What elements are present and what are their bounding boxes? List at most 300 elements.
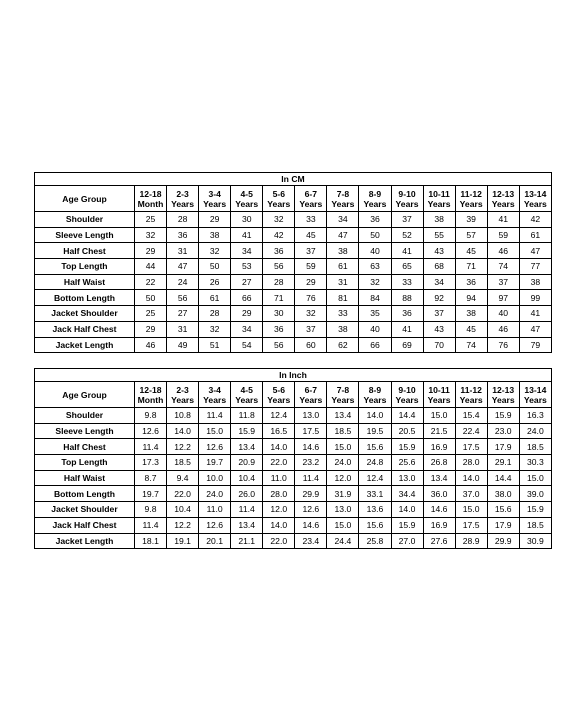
measurement-value: 36 bbox=[359, 212, 391, 228]
age-column-header bbox=[167, 382, 199, 408]
measurement-value: 39.0 bbox=[519, 486, 551, 502]
age-range: 3-4 bbox=[208, 384, 221, 395]
measurement-value: 18.5 bbox=[519, 517, 551, 533]
measurement-value: 10.4 bbox=[231, 470, 263, 486]
measurement-value: 16.3 bbox=[519, 408, 551, 424]
measurement-value: 28 bbox=[167, 212, 199, 228]
measurement-value: 47 bbox=[327, 227, 359, 243]
measurement-label: Half Waist bbox=[35, 470, 135, 486]
measurement-value: 36.0 bbox=[423, 486, 455, 502]
measurement-value: 27 bbox=[231, 274, 263, 290]
measurement-value: 14.0 bbox=[455, 470, 487, 486]
measurement-value: 23.0 bbox=[487, 423, 519, 439]
measurement-value: 15.9 bbox=[391, 439, 423, 455]
measurement-value: 24.4 bbox=[327, 533, 359, 549]
measurement-label: Jacket Shoulder bbox=[35, 502, 135, 518]
measurement-value: 14.0 bbox=[391, 502, 423, 518]
measurement-value: 56 bbox=[263, 337, 295, 353]
table-row bbox=[35, 517, 552, 533]
age-range: 11-12 bbox=[460, 188, 482, 199]
measurement-value: 32 bbox=[199, 321, 231, 337]
age-unit: Years bbox=[203, 198, 227, 209]
age-unit: Years bbox=[331, 198, 355, 209]
measurement-value: 36 bbox=[391, 306, 423, 322]
age-unit: Years bbox=[459, 198, 483, 209]
age-column-header bbox=[199, 186, 231, 212]
measurement-value: 61 bbox=[519, 227, 551, 243]
age-range: 12-13 bbox=[492, 188, 515, 199]
age-unit: Month bbox=[137, 394, 164, 405]
age-unit: Years bbox=[363, 198, 387, 209]
measurement-label: Half Chest bbox=[35, 243, 135, 259]
measurement-value: 38.0 bbox=[487, 486, 519, 502]
age-group-header: Age Group bbox=[35, 382, 135, 408]
size-table-cm bbox=[34, 172, 552, 353]
age-unit: Years bbox=[267, 394, 291, 405]
measurement-value: 38 bbox=[455, 306, 487, 322]
measurement-value: 15.9 bbox=[231, 423, 263, 439]
size-table-inch bbox=[34, 368, 552, 549]
measurement-value: 29 bbox=[135, 321, 167, 337]
size-chart-cm bbox=[34, 172, 552, 353]
measurement-value: 25 bbox=[135, 306, 167, 322]
measurement-value: 13.4 bbox=[231, 517, 263, 533]
measurement-value: 11.0 bbox=[199, 502, 231, 518]
measurement-value: 20.9 bbox=[231, 455, 263, 471]
measurement-value: 70 bbox=[423, 337, 455, 353]
measurement-value: 74 bbox=[455, 337, 487, 353]
age-range: 8-9 bbox=[368, 384, 382, 395]
age-column-header bbox=[519, 382, 551, 408]
measurement-value: 30.3 bbox=[519, 455, 551, 471]
measurement-value: 17.9 bbox=[487, 439, 519, 455]
age-range: 11-12 bbox=[460, 384, 482, 395]
age-column-header bbox=[231, 186, 263, 212]
measurement-value: 30 bbox=[231, 212, 263, 228]
measurement-value: 79 bbox=[519, 337, 551, 353]
table-title-row bbox=[35, 369, 552, 382]
measurement-value: 45 bbox=[455, 321, 487, 337]
age-column-header bbox=[391, 186, 423, 212]
measurement-value: 35 bbox=[359, 306, 391, 322]
measurement-value: 11.8 bbox=[231, 408, 263, 424]
measurement-value: 12.6 bbox=[135, 423, 167, 439]
measurement-value: 15.0 bbox=[519, 470, 551, 486]
measurement-value: 12.4 bbox=[359, 470, 391, 486]
measurement-value: 71 bbox=[263, 290, 295, 306]
measurement-value: 26.0 bbox=[231, 486, 263, 502]
measurement-value: 94 bbox=[455, 290, 487, 306]
measurement-value: 14.0 bbox=[263, 439, 295, 455]
table-header-row bbox=[35, 382, 552, 408]
measurement-value: 52 bbox=[391, 227, 423, 243]
measurement-value: 97 bbox=[487, 290, 519, 306]
measurement-value: 10.8 bbox=[167, 408, 199, 424]
age-range: 3-4 bbox=[208, 188, 221, 199]
measurement-value: 32 bbox=[199, 243, 231, 259]
age-range: 5-6 bbox=[272, 188, 285, 199]
table-row bbox=[35, 337, 552, 353]
age-column-header bbox=[263, 382, 295, 408]
measurement-value: 17.5 bbox=[455, 439, 487, 455]
age-unit: Years bbox=[363, 394, 387, 405]
age-column-header bbox=[519, 186, 551, 212]
measurement-value: 13.0 bbox=[327, 502, 359, 518]
measurement-value: 37 bbox=[295, 243, 327, 259]
measurement-value: 42 bbox=[519, 212, 551, 228]
measurement-value: 15.0 bbox=[423, 408, 455, 424]
measurement-label: Shoulder bbox=[35, 212, 135, 228]
measurement-value: 41 bbox=[231, 227, 263, 243]
measurement-value: 41 bbox=[519, 306, 551, 322]
measurement-value: 32 bbox=[135, 227, 167, 243]
measurement-label: Bottom Length bbox=[35, 290, 135, 306]
measurement-label: Jack Half Chest bbox=[35, 517, 135, 533]
measurement-value: 76 bbox=[487, 337, 519, 353]
measurement-value: 40 bbox=[487, 306, 519, 322]
measurement-value: 12.6 bbox=[199, 517, 231, 533]
table-row bbox=[35, 533, 552, 549]
measurement-value: 92 bbox=[423, 290, 455, 306]
measurement-value: 24.0 bbox=[327, 455, 359, 471]
age-range: 12-18 bbox=[139, 188, 162, 199]
measurement-value: 11.4 bbox=[199, 408, 231, 424]
measurement-value: 99 bbox=[519, 290, 551, 306]
measurement-value: 16.9 bbox=[423, 439, 455, 455]
measurement-value: 37 bbox=[295, 321, 327, 337]
age-column-header bbox=[423, 382, 455, 408]
measurement-value: 34 bbox=[231, 321, 263, 337]
measurement-value: 51 bbox=[199, 337, 231, 353]
measurement-value: 17.9 bbox=[487, 517, 519, 533]
measurement-value: 37 bbox=[391, 212, 423, 228]
measurement-value: 17.5 bbox=[295, 423, 327, 439]
measurement-label: Top Length bbox=[35, 259, 135, 275]
measurement-value: 24.8 bbox=[359, 455, 391, 471]
measurement-value: 68 bbox=[423, 259, 455, 275]
measurement-value: 14.4 bbox=[391, 408, 423, 424]
measurement-label: Jack Half Chest bbox=[35, 321, 135, 337]
age-unit: Years bbox=[459, 394, 483, 405]
measurement-value: 27.0 bbox=[391, 533, 423, 549]
measurement-value: 76 bbox=[295, 290, 327, 306]
measurement-value: 23.4 bbox=[295, 533, 327, 549]
measurement-value: 19.7 bbox=[199, 455, 231, 471]
measurement-value: 14.6 bbox=[295, 517, 327, 533]
measurement-value: 15.9 bbox=[487, 408, 519, 424]
age-range: 6-7 bbox=[304, 384, 318, 395]
measurement-value: 14.4 bbox=[487, 470, 519, 486]
measurement-label: Half Chest bbox=[35, 439, 135, 455]
measurement-value: 28 bbox=[199, 306, 231, 322]
age-range: 9-10 bbox=[398, 384, 416, 395]
age-column-header bbox=[359, 382, 391, 408]
measurement-value: 21.1 bbox=[231, 533, 263, 549]
measurement-value: 19.1 bbox=[167, 533, 199, 549]
measurement-value: 32 bbox=[295, 306, 327, 322]
table-row bbox=[35, 227, 552, 243]
age-unit: Years bbox=[427, 198, 451, 209]
measurement-value: 24.0 bbox=[199, 486, 231, 502]
measurement-value: 28.0 bbox=[455, 455, 487, 471]
age-unit: Years bbox=[395, 198, 419, 209]
age-range: 13-14 bbox=[524, 384, 547, 395]
age-column-header bbox=[455, 186, 487, 212]
measurement-value: 25 bbox=[135, 212, 167, 228]
measurement-value: 44 bbox=[135, 259, 167, 275]
age-column-header bbox=[359, 186, 391, 212]
measurement-value: 37.0 bbox=[455, 486, 487, 502]
measurement-value: 28.9 bbox=[455, 533, 487, 549]
age-range: 2-3 bbox=[176, 384, 189, 395]
age-column-header bbox=[135, 382, 167, 408]
age-range: 5-6 bbox=[272, 384, 285, 395]
measurement-value: 47 bbox=[167, 259, 199, 275]
measurement-value: 19.7 bbox=[135, 486, 167, 502]
measurement-label: Top Length bbox=[35, 455, 135, 471]
measurement-value: 29 bbox=[135, 243, 167, 259]
measurement-value: 15.4 bbox=[455, 408, 487, 424]
table-row bbox=[35, 502, 552, 518]
measurement-value: 37 bbox=[423, 306, 455, 322]
age-column-header bbox=[135, 186, 167, 212]
age-range: 10-11 bbox=[428, 188, 450, 199]
measurement-value: 9.4 bbox=[167, 470, 199, 486]
measurement-value: 8.7 bbox=[135, 470, 167, 486]
measurement-value: 13.0 bbox=[295, 408, 327, 424]
measurement-value: 50 bbox=[359, 227, 391, 243]
measurement-value: 31 bbox=[327, 274, 359, 290]
age-range: 7-8 bbox=[336, 384, 350, 395]
measurement-value: 61 bbox=[199, 290, 231, 306]
measurement-value: 26 bbox=[199, 274, 231, 290]
age-unit: Years bbox=[331, 394, 355, 405]
measurement-value: 14.0 bbox=[167, 423, 199, 439]
measurement-value: 77 bbox=[519, 259, 551, 275]
age-column-header bbox=[231, 382, 263, 408]
measurement-value: 54 bbox=[231, 337, 263, 353]
measurement-value: 46 bbox=[487, 243, 519, 259]
measurement-label: Jacket Length bbox=[35, 533, 135, 549]
measurement-value: 14.0 bbox=[263, 517, 295, 533]
measurement-value: 47 bbox=[519, 321, 551, 337]
table-row bbox=[35, 212, 552, 228]
age-column-header bbox=[455, 382, 487, 408]
measurement-label: Bottom Length bbox=[35, 486, 135, 502]
measurement-value: 22 bbox=[135, 274, 167, 290]
age-column-header bbox=[423, 186, 455, 212]
measurement-value: 13.6 bbox=[359, 502, 391, 518]
measurement-value: 21.5 bbox=[423, 423, 455, 439]
table-row bbox=[35, 470, 552, 486]
measurement-value: 29.9 bbox=[487, 533, 519, 549]
measurement-value: 15.0 bbox=[327, 517, 359, 533]
measurement-value: 12.0 bbox=[263, 502, 295, 518]
measurement-value: 10.0 bbox=[199, 470, 231, 486]
measurement-value: 15.9 bbox=[391, 517, 423, 533]
table-row bbox=[35, 439, 552, 455]
measurement-value: 34 bbox=[327, 212, 359, 228]
measurement-value: 17.5 bbox=[455, 517, 487, 533]
measurement-value: 12.4 bbox=[263, 408, 295, 424]
measurement-value: 26.8 bbox=[423, 455, 455, 471]
measurement-value: 56 bbox=[263, 259, 295, 275]
table-header-row bbox=[35, 186, 552, 212]
measurement-value: 22.0 bbox=[263, 533, 295, 549]
age-range: 12-18 bbox=[139, 384, 162, 395]
measurement-value: 38 bbox=[199, 227, 231, 243]
measurement-label: Sleeve Length bbox=[35, 423, 135, 439]
age-range: 4-5 bbox=[240, 384, 253, 395]
measurement-label: Jacket Length bbox=[35, 337, 135, 353]
measurement-value: 24.0 bbox=[519, 423, 551, 439]
age-unit: Month bbox=[137, 198, 164, 209]
measurement-value: 33 bbox=[327, 306, 359, 322]
measurement-value: 15.6 bbox=[359, 517, 391, 533]
measurement-value: 12.2 bbox=[167, 517, 199, 533]
measurement-value: 42 bbox=[263, 227, 295, 243]
measurement-value: 17.3 bbox=[135, 455, 167, 471]
age-column-header bbox=[327, 382, 359, 408]
measurement-value: 18.1 bbox=[135, 533, 167, 549]
measurement-value: 20.5 bbox=[391, 423, 423, 439]
measurement-value: 15.0 bbox=[199, 423, 231, 439]
age-unit: Years bbox=[427, 394, 451, 405]
measurement-value: 81 bbox=[327, 290, 359, 306]
table-title-row bbox=[35, 173, 552, 186]
measurement-value: 33 bbox=[295, 212, 327, 228]
measurement-value: 11.0 bbox=[263, 470, 295, 486]
age-column-header bbox=[199, 382, 231, 408]
table-row bbox=[35, 259, 552, 275]
measurement-value: 41 bbox=[391, 321, 423, 337]
age-range: 4-5 bbox=[240, 188, 253, 199]
measurement-value: 15.0 bbox=[327, 439, 359, 455]
measurement-value: 25.8 bbox=[359, 533, 391, 549]
measurement-value: 33 bbox=[391, 274, 423, 290]
measurement-value: 15.6 bbox=[359, 439, 391, 455]
measurement-value: 43 bbox=[423, 243, 455, 259]
measurement-value: 56 bbox=[167, 290, 199, 306]
measurement-value: 38 bbox=[423, 212, 455, 228]
measurement-value: 31 bbox=[167, 321, 199, 337]
measurement-value: 43 bbox=[423, 321, 455, 337]
age-range: 6-7 bbox=[304, 188, 318, 199]
measurement-value: 66 bbox=[359, 337, 391, 353]
size-chart-inch bbox=[34, 368, 552, 549]
measurement-value: 20.1 bbox=[199, 533, 231, 549]
measurement-value: 11.4 bbox=[295, 470, 327, 486]
measurement-value: 11.4 bbox=[135, 439, 167, 455]
measurement-value: 36 bbox=[263, 321, 295, 337]
measurement-value: 36 bbox=[455, 274, 487, 290]
measurement-value: 19.5 bbox=[359, 423, 391, 439]
table-row bbox=[35, 274, 552, 290]
table-row bbox=[35, 321, 552, 337]
measurement-label: Shoulder bbox=[35, 408, 135, 424]
measurement-value: 40 bbox=[359, 321, 391, 337]
table-row bbox=[35, 290, 552, 306]
measurement-value: 29 bbox=[295, 274, 327, 290]
age-unit: Years bbox=[267, 198, 291, 209]
measurement-value: 29.9 bbox=[295, 486, 327, 502]
measurement-value: 33.1 bbox=[359, 486, 391, 502]
age-range: 2-3 bbox=[176, 188, 189, 199]
measurement-value: 55 bbox=[423, 227, 455, 243]
measurement-value: 38 bbox=[327, 321, 359, 337]
measurement-value: 25.6 bbox=[391, 455, 423, 471]
measurement-value: 31.9 bbox=[327, 486, 359, 502]
measurement-value: 16.9 bbox=[423, 517, 455, 533]
age-range: 12-13 bbox=[492, 384, 515, 395]
age-unit: Years bbox=[299, 198, 323, 209]
age-column-header bbox=[487, 186, 519, 212]
age-range: 8-9 bbox=[368, 188, 382, 199]
measurement-value: 24 bbox=[167, 274, 199, 290]
measurement-value: 27 bbox=[167, 306, 199, 322]
measurement-value: 14.6 bbox=[423, 502, 455, 518]
measurement-value: 47 bbox=[519, 243, 551, 259]
table-body bbox=[35, 408, 552, 549]
measurement-value: 18.5 bbox=[327, 423, 359, 439]
measurement-value: 13.4 bbox=[327, 408, 359, 424]
age-unit: Years bbox=[523, 394, 547, 405]
measurement-value: 18.5 bbox=[167, 455, 199, 471]
measurement-value: 22.4 bbox=[455, 423, 487, 439]
measurement-value: 29 bbox=[199, 212, 231, 228]
measurement-value: 22.0 bbox=[263, 455, 295, 471]
measurement-value: 31 bbox=[167, 243, 199, 259]
age-unit: Years bbox=[523, 198, 547, 209]
measurement-value: 49 bbox=[167, 337, 199, 353]
measurement-value: 27.6 bbox=[423, 533, 455, 549]
table-row bbox=[35, 408, 552, 424]
table-title: In CM bbox=[35, 173, 552, 186]
measurement-value: 36 bbox=[167, 227, 199, 243]
measurement-value: 50 bbox=[199, 259, 231, 275]
measurement-value: 88 bbox=[391, 290, 423, 306]
measurement-value: 65 bbox=[391, 259, 423, 275]
measurement-value: 46 bbox=[135, 337, 167, 353]
measurement-value: 39 bbox=[455, 212, 487, 228]
measurement-value: 71 bbox=[455, 259, 487, 275]
measurement-value: 12.0 bbox=[327, 470, 359, 486]
age-unit: Years bbox=[235, 394, 259, 405]
measurement-value: 38 bbox=[327, 243, 359, 259]
measurement-value: 13.4 bbox=[423, 470, 455, 486]
age-range: 9-10 bbox=[398, 188, 416, 199]
measurement-value: 59 bbox=[295, 259, 327, 275]
table-row bbox=[35, 486, 552, 502]
measurement-value: 34 bbox=[231, 243, 263, 259]
measurement-value: 22.0 bbox=[167, 486, 199, 502]
measurement-value: 30 bbox=[263, 306, 295, 322]
measurement-value: 29.1 bbox=[487, 455, 519, 471]
table-body bbox=[35, 212, 552, 353]
measurement-value: 12.2 bbox=[167, 439, 199, 455]
age-unit: Years bbox=[491, 394, 515, 405]
measurement-value: 12.6 bbox=[199, 439, 231, 455]
age-unit: Years bbox=[491, 198, 515, 209]
age-range: 13-14 bbox=[524, 188, 547, 199]
table-row bbox=[35, 243, 552, 259]
age-unit: Years bbox=[171, 198, 195, 209]
age-unit: Years bbox=[235, 198, 259, 209]
table-title: In Inch bbox=[35, 369, 552, 382]
measurement-value: 15.9 bbox=[519, 502, 551, 518]
measurement-value: 15.0 bbox=[455, 502, 487, 518]
measurement-value: 34.4 bbox=[391, 486, 423, 502]
